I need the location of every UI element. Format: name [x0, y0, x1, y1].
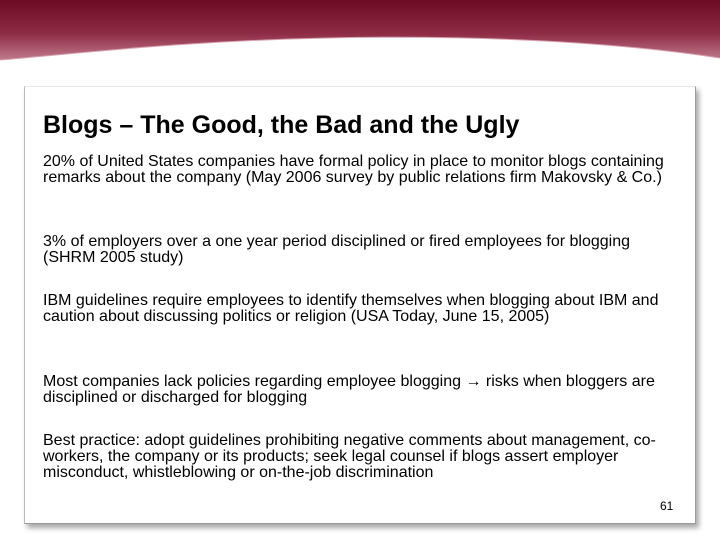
bullet-ibm-guidelines: IBM guidelines require employees to identify themselves when blogging about IBM and caution about discussing politics or religion (USA Today, June 15, 2005) [43, 292, 659, 325]
bullet-best-practice: Best practice: adopt guidelines prohibiting negative comments about management, co-workers, the company or its products; seek legal counsel if blogs assert employer misconduct, whistleblowing or on-the-job discrimination [43, 432, 656, 481]
slide-title: Blogs – The Good, the Bad and the Ugly [43, 111, 520, 139]
bullet-disciplined-employees: 3% of employers over a one year period disciplined or fired employees for blogging (SHRM 2005 study) [43, 233, 630, 266]
bullet-list [43, 154, 678, 493]
banner-wave [0, 0, 720, 60]
page-number: 61 [660, 499, 674, 513]
bullet-lack-of-policies: Most companies lack policies regarding employee blogging → risks when bloggers are disciplined or discharged for blogging [43, 373, 655, 406]
bullet-blog-monitoring-policy: 20% of United States companies have formal policy in place to monitor blogs containing remarks about the company (May 2006 survey by public relations firm Makovsky & Co.) [43, 153, 664, 186]
header-banner [0, 0, 720, 80]
